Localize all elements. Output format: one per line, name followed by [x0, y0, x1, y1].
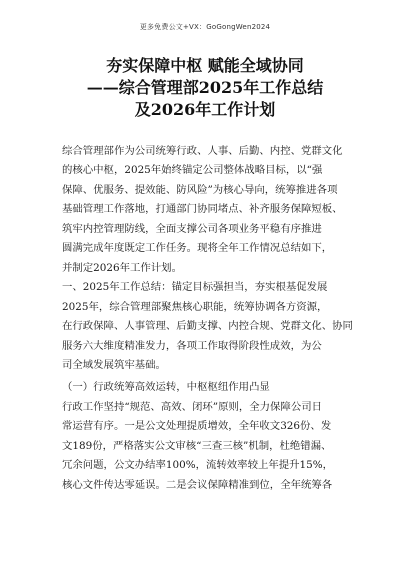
- body-line: 冗余问题，公文办结率100%，流转效率较上年提升15%，: [62, 459, 334, 471]
- body-line: 常运营有序。一是公文处理提质增效，全年收文326份、发: [62, 420, 332, 432]
- body-line: 基础管理工作落地，打通部门协同堵点、补齐服务保障短板、: [62, 203, 343, 215]
- body-line: 并制定2026年工作计划。: [62, 261, 182, 274]
- body-line: 服务六大维度精准发力，各项工作取得阶段性成效，为公: [62, 339, 322, 352]
- body-line: 综合管理部作为公司统筹行政、人事、后勤、内控、党群文化: [62, 145, 343, 157]
- body-line: 保障、优服务、提效能、防风险”为核心导向，统筹推进各项: [62, 183, 338, 196]
- document-title-line-3: 及2026年工作计划: [134, 100, 276, 119]
- body-line: 在行政保障、人事管理、后勤支撑、内控合规、党群文化、协同: [62, 320, 353, 332]
- body-line: 司全域发展筑牢基础。: [62, 359, 166, 371]
- subsection-heading-1: （一）行政统筹高效运转，中枢枢纽作用凸显: [62, 381, 270, 393]
- header-note: 更多免费公文+VX：GoGongWen2024: [139, 23, 271, 31]
- document-title-line-1: 夯实保障中枢 赋能全域协同: [106, 56, 304, 75]
- body-line: 行政工作坚持“规范、高效、闭环”原则，全力保障公司日: [62, 400, 322, 413]
- body-line: 的核心中枢，2025年始终锚定公司整体战略目标，以“强: [62, 164, 323, 176]
- section-heading-1: 一、2025年工作总结：锚定目标强担当，夯实根基促发展: [62, 281, 328, 293]
- body-line: 文189份，严格落实公文审核“三查三核”机制，杜绝错漏、: [62, 439, 332, 452]
- body-line: 圆满完成年度既定工作任务。现将全年工作情况总结如下，: [62, 242, 333, 254]
- body-line: 筑牢内控管理防线，全面支撑公司各项业务平稳有序推进: [62, 222, 322, 235]
- body-line: 核心文件传达零延误。二是会议保障精准到位，全年统筹各: [62, 478, 333, 491]
- document-title-line-2: ——综合管理部2025年工作总结: [86, 78, 324, 97]
- body-line: 2025年，综合管理部聚焦核心职能，统筹协调各方资源，: [62, 300, 328, 313]
